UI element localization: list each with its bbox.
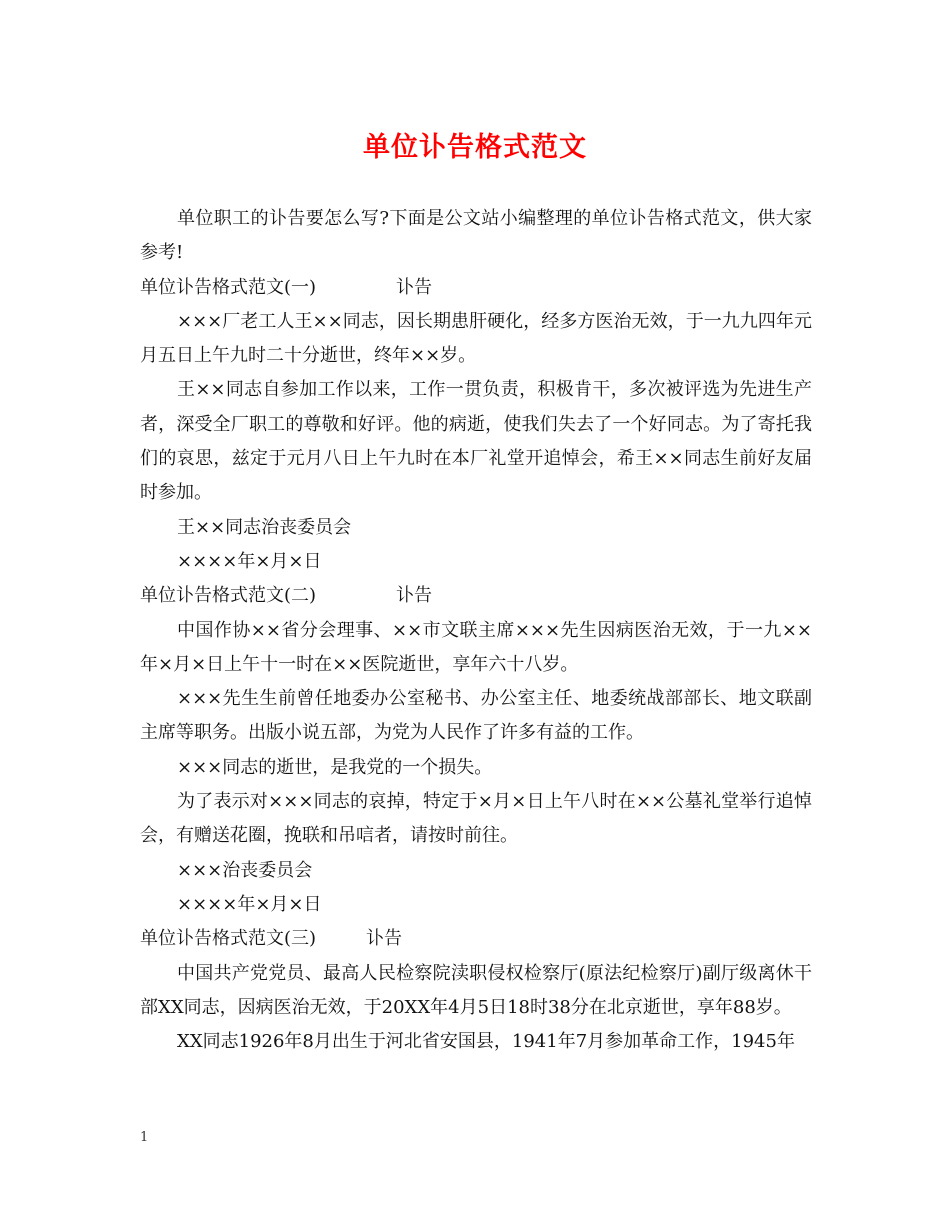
- signature-date: ××××年×月×日: [177, 893, 322, 915]
- section-paragraph: 中国作协××省分会理事、××市文联主席×××先生因病医治无效，于一九××年×月×日上午十一时在××医院逝世，享年六十八岁。: [140, 619, 812, 675]
- section-paragraph: ×××厂老工人王××同志，因长期患肝硬化，经多方医治无效，于一九九四年元月五日上午九时二十分逝世，终年××岁。: [140, 310, 812, 367]
- page-number: 1: [140, 1130, 149, 1145]
- section-heading: [140, 922, 812, 956]
- section-paragraph: ×××先生生前曾任地委办公室秘书、办公室主任、地委统战部部长、地文联副主席等职务。出版小说五部，为党为人民作了许多有益的工作。: [140, 688, 812, 744]
- section-heading: [140, 271, 812, 305]
- signature-committee: ×××治丧委员会: [177, 859, 313, 881]
- section-paragraph: 为了表示对×××同志的哀掉，特定于×月×日上午八时在××公墓礼堂举行追悼会，有赠送花圈，挽联和吊唁者，请按时前往。: [140, 791, 812, 847]
- section-paragraph: XX同志1926年8月出生于河北省安国县，1941年7月参加革命工作，1945年: [177, 1031, 795, 1053]
- document-body: [140, 202, 812, 1059]
- section-label: 单位讣告格式范文(二): [140, 585, 317, 607]
- section-paragraph: ×××同志的逝世，是我党的一个损失。: [177, 756, 493, 778]
- signature-date: ××××年×月×日: [177, 550, 322, 572]
- signature-committee: 王××同志治丧委员会: [177, 516, 352, 538]
- section-heading: [140, 579, 812, 613]
- section-subject: 讣告: [366, 928, 403, 950]
- section-paragraph: 王××同志自参加工作以来，工作一贯负责，积极肯干，多次被评选为先进生产者，深受全厂职工的尊敬和好评。他的病逝，使我们失去了一个好同志。为了寄托我们的哀思，兹定于元月八日上午九时在本厂礼堂开追悼会，希王××同志生前好友届时参加。: [140, 379, 812, 504]
- section-subject: 讣告: [396, 585, 433, 607]
- section-subject: 讣告: [396, 276, 433, 298]
- document-title: 单位讣告格式范文: [363, 132, 587, 163]
- section-paragraph: 中国共产党党员、最高人民检察院渎职侵权检察厅(原法纪检察厅)副厅级离休干部XX同志，因病医治无效，于20XX年4月5日18时38分在北京逝世，享年88岁。: [140, 962, 812, 1018]
- section-label: 单位讣告格式范文(一): [140, 276, 317, 298]
- section-label: 单位讣告格式范文(三): [140, 928, 317, 950]
- intro-paragraph: 单位职工的讣告要怎么写?下面是公文站小编整理的单位讣告格式范文，供大家参考!: [140, 208, 812, 264]
